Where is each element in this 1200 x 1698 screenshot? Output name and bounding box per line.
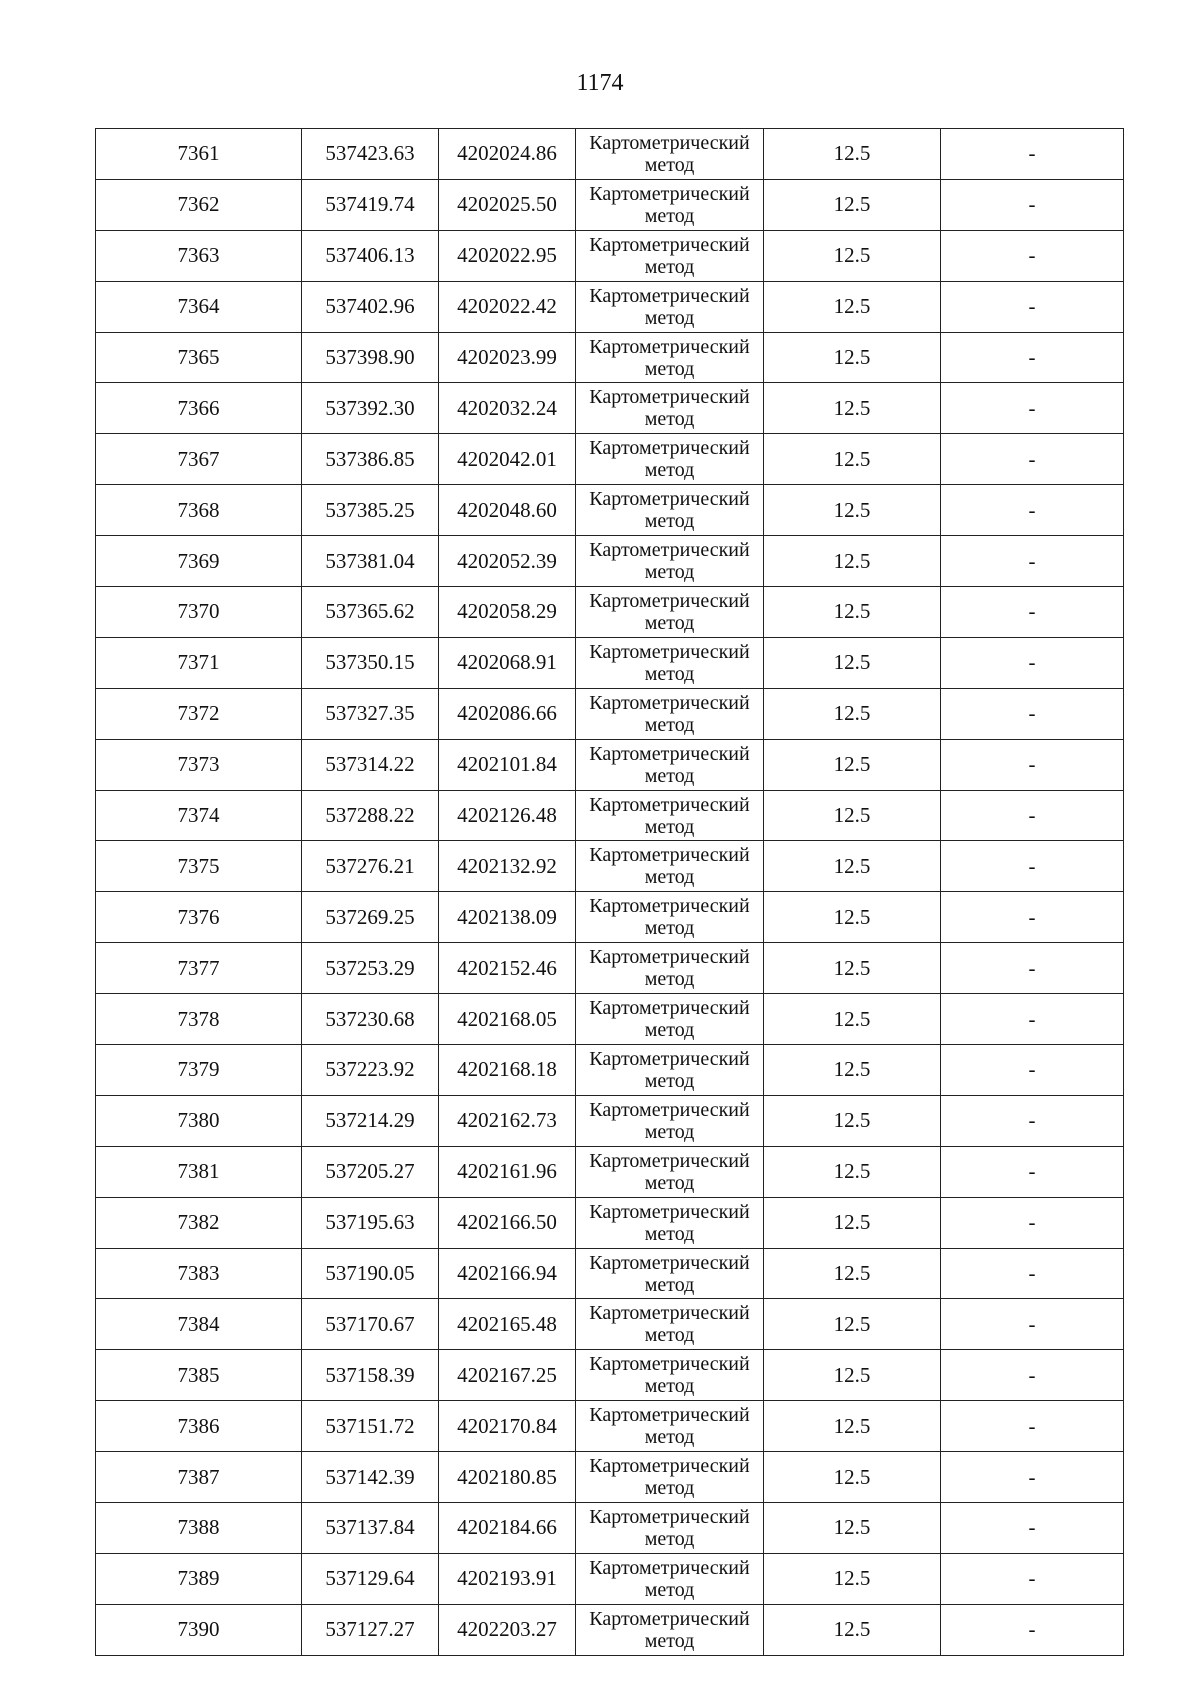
point-number-cell: 7374 [96,790,302,841]
x-coordinate-cell: 537253.29 [302,943,439,994]
method-cell: Картометрический метод [576,129,764,180]
method-cell: Картометрический метод [576,1452,764,1503]
x-coordinate-cell: 537398.90 [302,332,439,383]
table-row [96,1604,1124,1655]
point-number-cell: 7377 [96,943,302,994]
note-cell: - [941,637,1124,688]
point-number-cell: 7384 [96,1299,302,1350]
note-cell: - [941,790,1124,841]
method-cell: Картометрический метод [576,790,764,841]
accuracy-cell: 12.5 [764,1401,941,1452]
method-cell: Картометрический метод [576,841,764,892]
y-coordinate-cell: 4202032.24 [439,383,576,434]
x-coordinate-cell: 537423.63 [302,129,439,180]
y-coordinate-cell: 4202152.46 [439,943,576,994]
method-cell: Картометрический метод [576,587,764,638]
accuracy-cell: 12.5 [764,1553,941,1604]
y-coordinate-cell: 4202166.50 [439,1197,576,1248]
x-coordinate-cell: 537386.85 [302,434,439,485]
method-cell: Картометрический метод [576,536,764,587]
point-number-cell: 7375 [96,841,302,892]
method-cell: Картометрический метод [576,1095,764,1146]
method-cell: Картометрический метод [576,1503,764,1554]
point-number-cell: 7383 [96,1248,302,1299]
note-cell: - [941,434,1124,485]
y-coordinate-cell: 4202168.05 [439,994,576,1045]
table-row [96,1248,1124,1299]
note-cell: - [941,536,1124,587]
method-cell: Картометрический метод [576,688,764,739]
x-coordinate-cell: 537195.63 [302,1197,439,1248]
note-cell: - [941,1604,1124,1655]
accuracy-cell: 12.5 [764,1045,941,1096]
table-row [96,1146,1124,1197]
y-coordinate-cell: 4202138.09 [439,892,576,943]
note-cell: - [941,841,1124,892]
y-coordinate-cell: 4202170.84 [439,1401,576,1452]
table-row [96,892,1124,943]
y-coordinate-cell: 4202193.91 [439,1553,576,1604]
point-number-cell: 7367 [96,434,302,485]
point-number-cell: 7390 [96,1604,302,1655]
method-cell: Картометрический метод [576,434,764,485]
accuracy-cell: 12.5 [764,434,941,485]
y-coordinate-cell: 4202162.73 [439,1095,576,1146]
method-cell: Картометрический метод [576,739,764,790]
note-cell: - [941,1503,1124,1554]
y-coordinate-cell: 4202101.84 [439,739,576,790]
y-coordinate-cell: 4202161.96 [439,1146,576,1197]
note-cell: - [941,1350,1124,1401]
table-row [96,587,1124,638]
accuracy-cell: 12.5 [764,485,941,536]
accuracy-cell: 12.5 [764,1197,941,1248]
table-row [96,943,1124,994]
note-cell: - [941,485,1124,536]
accuracy-cell: 12.5 [764,1095,941,1146]
table-row [96,739,1124,790]
x-coordinate-cell: 537288.22 [302,790,439,841]
point-number-cell: 7368 [96,485,302,536]
method-cell: Картометрический метод [576,1350,764,1401]
point-number-cell: 7364 [96,281,302,332]
accuracy-cell: 12.5 [764,943,941,994]
table-row [96,1503,1124,1554]
point-number-cell: 7388 [96,1503,302,1554]
point-number-cell: 7381 [96,1146,302,1197]
method-cell: Картометрический метод [576,637,764,688]
accuracy-cell: 12.5 [764,841,941,892]
method-cell: Картометрический метод [576,179,764,230]
table-row [96,434,1124,485]
table-row [96,1045,1124,1096]
x-coordinate-cell: 537127.27 [302,1604,439,1655]
table-row [96,1553,1124,1604]
point-number-cell: 7382 [96,1197,302,1248]
table-row [96,230,1124,281]
x-coordinate-cell: 537392.30 [302,383,439,434]
accuracy-cell: 12.5 [764,1452,941,1503]
point-number-cell: 7370 [96,587,302,638]
note-cell: - [941,1045,1124,1096]
point-number-cell: 7373 [96,739,302,790]
point-number-cell: 7362 [96,179,302,230]
x-coordinate-cell: 537314.22 [302,739,439,790]
note-cell: - [941,1299,1124,1350]
x-coordinate-cell: 537137.84 [302,1503,439,1554]
accuracy-cell: 12.5 [764,129,941,180]
y-coordinate-cell: 4202042.01 [439,434,576,485]
x-coordinate-cell: 537158.39 [302,1350,439,1401]
table-row [96,1299,1124,1350]
method-cell: Картометрический метод [576,332,764,383]
x-coordinate-cell: 537419.74 [302,179,439,230]
method-cell: Картометрический метод [576,892,764,943]
y-coordinate-cell: 4202023.99 [439,332,576,383]
note-cell: - [941,1146,1124,1197]
x-coordinate-cell: 537276.21 [302,841,439,892]
y-coordinate-cell: 4202022.42 [439,281,576,332]
table-row [96,129,1124,180]
method-cell: Картометрический метод [576,1553,764,1604]
table-row [96,994,1124,1045]
x-coordinate-cell: 537385.25 [302,485,439,536]
accuracy-cell: 12.5 [764,790,941,841]
note-cell: - [941,383,1124,434]
note-cell: - [941,1401,1124,1452]
point-number-cell: 7363 [96,230,302,281]
accuracy-cell: 12.5 [764,739,941,790]
table-row [96,485,1124,536]
accuracy-cell: 12.5 [764,688,941,739]
x-coordinate-cell: 537365.62 [302,587,439,638]
y-coordinate-cell: 4202180.85 [439,1452,576,1503]
accuracy-cell: 12.5 [764,1604,941,1655]
method-cell: Картометрический метод [576,1197,764,1248]
point-number-cell: 7371 [96,637,302,688]
y-coordinate-cell: 4202086.66 [439,688,576,739]
page-number: 1174 [576,70,624,96]
table-row [96,790,1124,841]
accuracy-cell: 12.5 [764,1248,941,1299]
method-cell: Картометрический метод [576,1299,764,1350]
table-row [96,841,1124,892]
note-cell: - [941,739,1124,790]
method-cell: Картометрический метод [576,383,764,434]
y-coordinate-cell: 4202167.25 [439,1350,576,1401]
x-coordinate-cell: 537205.27 [302,1146,439,1197]
accuracy-cell: 12.5 [764,332,941,383]
note-cell: - [941,1248,1124,1299]
method-cell: Картометрический метод [576,485,764,536]
accuracy-cell: 12.5 [764,1146,941,1197]
y-coordinate-cell: 4202203.27 [439,1604,576,1655]
x-coordinate-cell: 537350.15 [302,637,439,688]
y-coordinate-cell: 4202022.95 [439,230,576,281]
x-coordinate-cell: 537223.92 [302,1045,439,1096]
point-number-cell: 7385 [96,1350,302,1401]
method-cell: Картометрический метод [576,943,764,994]
x-coordinate-cell: 537381.04 [302,536,439,587]
note-cell: - [941,179,1124,230]
x-coordinate-cell: 537402.96 [302,281,439,332]
y-coordinate-cell: 4202052.39 [439,536,576,587]
x-coordinate-cell: 537269.25 [302,892,439,943]
method-cell: Картометрический метод [576,281,764,332]
y-coordinate-cell: 4202132.92 [439,841,576,892]
x-coordinate-cell: 537170.67 [302,1299,439,1350]
table-row [96,688,1124,739]
y-coordinate-cell: 4202165.48 [439,1299,576,1350]
method-cell: Картометрический метод [576,994,764,1045]
note-cell: - [941,994,1124,1045]
x-coordinate-cell: 537327.35 [302,688,439,739]
x-coordinate-cell: 537142.39 [302,1452,439,1503]
note-cell: - [941,281,1124,332]
note-cell: - [941,230,1124,281]
table-row [96,1452,1124,1503]
note-cell: - [941,1095,1124,1146]
x-coordinate-cell: 537406.13 [302,230,439,281]
y-coordinate-cell: 4202058.29 [439,587,576,638]
point-number-cell: 7386 [96,1401,302,1452]
table-row [96,281,1124,332]
point-number-cell: 7378 [96,994,302,1045]
accuracy-cell: 12.5 [764,587,941,638]
table-row [96,1095,1124,1146]
y-coordinate-cell: 4202025.50 [439,179,576,230]
method-cell: Картометрический метод [576,1248,764,1299]
accuracy-cell: 12.5 [764,1299,941,1350]
accuracy-cell: 12.5 [764,1503,941,1554]
table-row [96,179,1124,230]
accuracy-cell: 12.5 [764,637,941,688]
point-number-cell: 7372 [96,688,302,739]
table-row [96,383,1124,434]
accuracy-cell: 12.5 [764,281,941,332]
accuracy-cell: 12.5 [764,230,941,281]
table-row [96,1401,1124,1452]
accuracy-cell: 12.5 [764,994,941,1045]
method-cell: Картометрический метод [576,1146,764,1197]
y-coordinate-cell: 4202126.48 [439,790,576,841]
accuracy-cell: 12.5 [764,892,941,943]
accuracy-cell: 12.5 [764,179,941,230]
point-number-cell: 7376 [96,892,302,943]
x-coordinate-cell: 537151.72 [302,1401,439,1452]
table-row [96,1350,1124,1401]
y-coordinate-cell: 4202024.86 [439,129,576,180]
table-row [96,637,1124,688]
note-cell: - [941,587,1124,638]
y-coordinate-cell: 4202068.91 [439,637,576,688]
note-cell: - [941,332,1124,383]
method-cell: Картометрический метод [576,1401,764,1452]
accuracy-cell: 12.5 [764,383,941,434]
point-number-cell: 7366 [96,383,302,434]
note-cell: - [941,1553,1124,1604]
method-cell: Картометрический метод [576,1045,764,1096]
point-number-cell: 7380 [96,1095,302,1146]
note-cell: - [941,688,1124,739]
point-number-cell: 7387 [96,1452,302,1503]
y-coordinate-cell: 4202168.18 [439,1045,576,1096]
table-row [96,1197,1124,1248]
accuracy-cell: 12.5 [764,1350,941,1401]
note-cell: - [941,1197,1124,1248]
point-number-cell: 7389 [96,1553,302,1604]
point-number-cell: 7365 [96,332,302,383]
point-number-cell: 7361 [96,129,302,180]
table-row [96,536,1124,587]
y-coordinate-cell: 4202166.94 [439,1248,576,1299]
table-body [96,129,1124,1656]
point-number-cell: 7369 [96,536,302,587]
y-coordinate-cell: 4202184.66 [439,1503,576,1554]
method-cell: Картометрический метод [576,1604,764,1655]
note-cell: - [941,892,1124,943]
table-row [96,332,1124,383]
note-cell: - [941,943,1124,994]
x-coordinate-cell: 537230.68 [302,994,439,1045]
y-coordinate-cell: 4202048.60 [439,485,576,536]
x-coordinate-cell: 537129.64 [302,1553,439,1604]
point-number-cell: 7379 [96,1045,302,1096]
x-coordinate-cell: 537190.05 [302,1248,439,1299]
method-cell: Картометрический метод [576,230,764,281]
note-cell: - [941,1452,1124,1503]
coordinates-table [95,128,1124,1656]
x-coordinate-cell: 537214.29 [302,1095,439,1146]
note-cell: - [941,129,1124,180]
accuracy-cell: 12.5 [764,536,941,587]
